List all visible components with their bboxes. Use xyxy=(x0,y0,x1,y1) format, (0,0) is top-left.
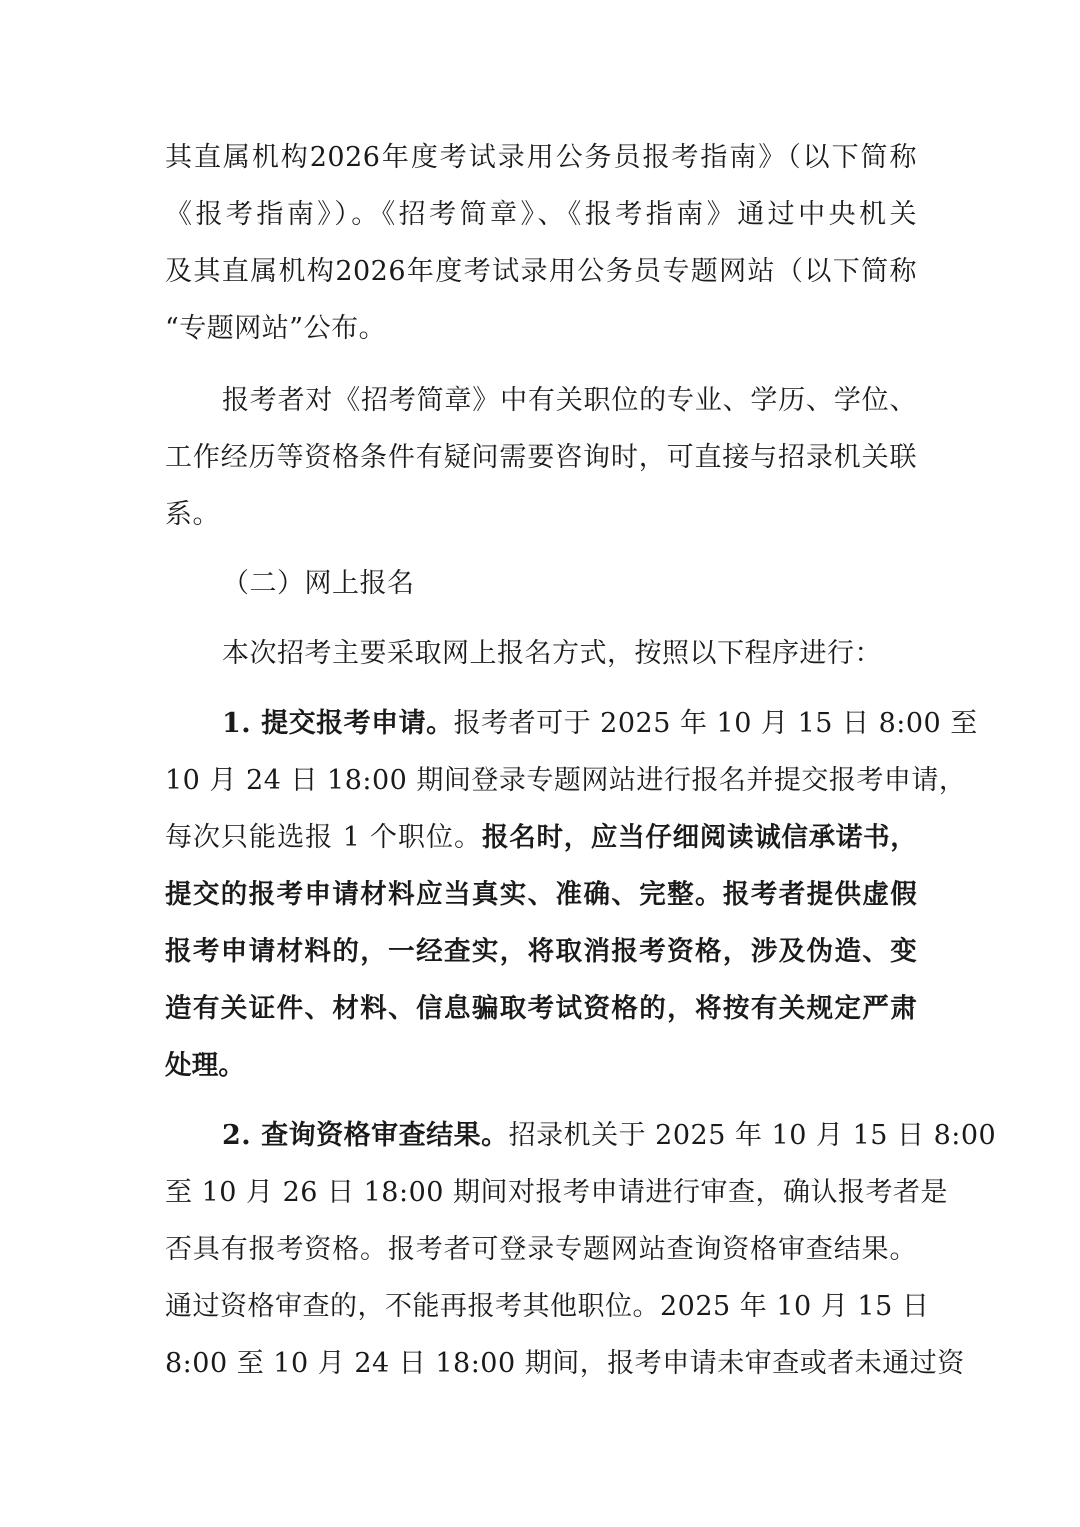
intro-line-2: 《报考指南》）。《招考简章》、《报考指南》通过中央机关 xyxy=(165,199,917,230)
item-2-line-1 xyxy=(222,1116,997,1156)
item-1-bold-line-2: 报考申请材料的，一经查实，将取消报考资格，涉及伪造、变 xyxy=(165,936,917,967)
item-1-line-2: 10 月 24 日 18:00 期间登录专题网站进行报名并提交报考申请， xyxy=(165,765,967,796)
item-1-line-1 xyxy=(222,704,978,744)
item-1-line-3-normal: 每次只能选报 1 个职位。 xyxy=(165,822,483,853)
item-1-line-3-bold: 报名时，应当仔细阅读诚信承诺书， xyxy=(482,822,917,853)
consult-line-1: 报考者对《招考简章》中有关职位的专业、学历、学位、 xyxy=(222,385,917,416)
item-1-bold-line-1: 提交的报考申请材料应当真实、准确、完整。报考者提供虚假 xyxy=(165,879,917,910)
consult-line-2: 工作经历等资格条件有疑问需要咨询时，可直接与招录机关联 xyxy=(165,442,917,473)
intro-line-4: “专题网站”公布。 xyxy=(165,313,387,344)
item-2-line-1-text: 招录机关于 2025 年 10 月 15 日 8:00 xyxy=(508,1120,997,1151)
item-1-title: 1. 提交报考申请。 xyxy=(222,708,454,739)
item-2-line-2: 至 10 月 26 日 18:00 期间对报考申请进行审查，确认报考者是 xyxy=(165,1177,949,1208)
item-1-bold-line-3: 造有关证件、材料、信息骗取考试资格的，将按有关规定严肃 xyxy=(165,993,917,1024)
item-2-line-4: 通过资格审查的，不能再报考其他职位。2025 年 10 月 15 日 xyxy=(165,1291,930,1322)
item-2-title: 2. 查询资格审查结果。 xyxy=(222,1120,509,1151)
item-1-bold-line-4: 处理。 xyxy=(165,1050,246,1081)
section-heading: （二）网上报名 xyxy=(222,568,415,599)
intro-line-3: 及其直属机构2026年度考试录用公务员专题网站（以下简称 xyxy=(165,256,917,287)
intro-line-1: 其直属机构2026年度考试录用公务员报考指南》（以下简称 xyxy=(165,142,917,173)
item-1-line-3 xyxy=(165,818,917,858)
item-2-line-5: 8:00 至 10 月 24 日 18:00 期间，报考申请未审查或者未通过资 xyxy=(165,1348,965,1379)
consult-line-3: 系。 xyxy=(165,499,220,530)
item-2-line-3: 否具有报考资格。报考者可登录专题网站查询资格审查结果。 xyxy=(165,1234,917,1265)
method-paragraph: 本次招考主要采取网上报名方式，按照以下程序进行： xyxy=(222,638,882,669)
item-1-line-1-text: 报考者可于 2025 年 10 月 15 日 8:00 至 xyxy=(453,708,978,739)
